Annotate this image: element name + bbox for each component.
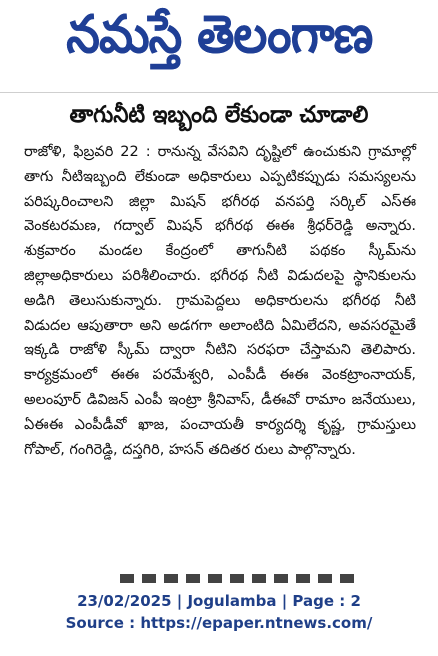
masthead-title: నమస్తే తెలంగాణ bbox=[65, 4, 373, 65]
divider bbox=[0, 92, 438, 93]
article-headline: తాగునీటి ఇబ్బంది లేకుండా చూడాలి bbox=[69, 102, 369, 128]
cut-off-next-headline bbox=[120, 574, 360, 583]
article-body: రాజోళి, ఫిబ్రవరి 22 : రానున్న వేసవిని దృష్టిలో ఉంచుకుని గ్రామాల్లో తాగు నీటిఇబ్బంది లేకుండా అధికారులు ఎప్పటికప్పుడు సమస్యలను పరిష్కరించాలని జిల్లా మిషన్ భగీరథ వనపర్తి సర్కిల్ ఎస్ఈ వెంకటరమణ, గద్వాల్ మిషన్ భగీరథ ఈఈ శ్రీధర్‌రెడ్డి అన్నారు. శుక్రవారం మండల కేంద్రంలో తాగునీటి పథకం స్కీమ్‌ను జిల్లాఅధికారులు పరిశీలించారు. భగీరథ నీటి విడుదలపై స్థానికులను అడిగి తెలుసుకున్నారు. గ్రామపెద్దలు అధికారులను భగీరథ నీటి విడుదల ఆపుతారా అని అడగగా అలాంటిది ఏమిలేదని, అవసరమైతే ఇక్కడి రాజోళి స్కీమ్ ద్వారా నీటిని సరఫరా చేస్తామని తెలిపారు. కార్యక్రమంలో ఈఈ పరమేశ్వరి, ఎంపీడీ ఈఈ వెంకట్రాంనాయక్, అలంపూర్ డివిజన్ ఎంపీ ఇంట్రా శ్రీనివాస్, డీఈవో రామాం జనేయులు, ఏఈఈ ఎంపీడీవో ఖాజ, పంచాయతీ కార్యదర్శి కృష్ణ, గ్రామస్తులు గోపాల్, గంగిరెడ్డి, దస్తగిరి, హసన్ తదితర రులు పాల్గొన్నారు. bbox=[24, 144, 416, 458]
masthead bbox=[0, 0, 438, 82]
article-headline-wrapper bbox=[0, 100, 438, 136]
footer-date-edition-page: 23/02/2025 | Jogulamba | Page : 2 bbox=[77, 592, 361, 610]
footer-source: Source : https://epaper.ntnews.com/ bbox=[65, 614, 373, 632]
footer bbox=[0, 590, 438, 634]
